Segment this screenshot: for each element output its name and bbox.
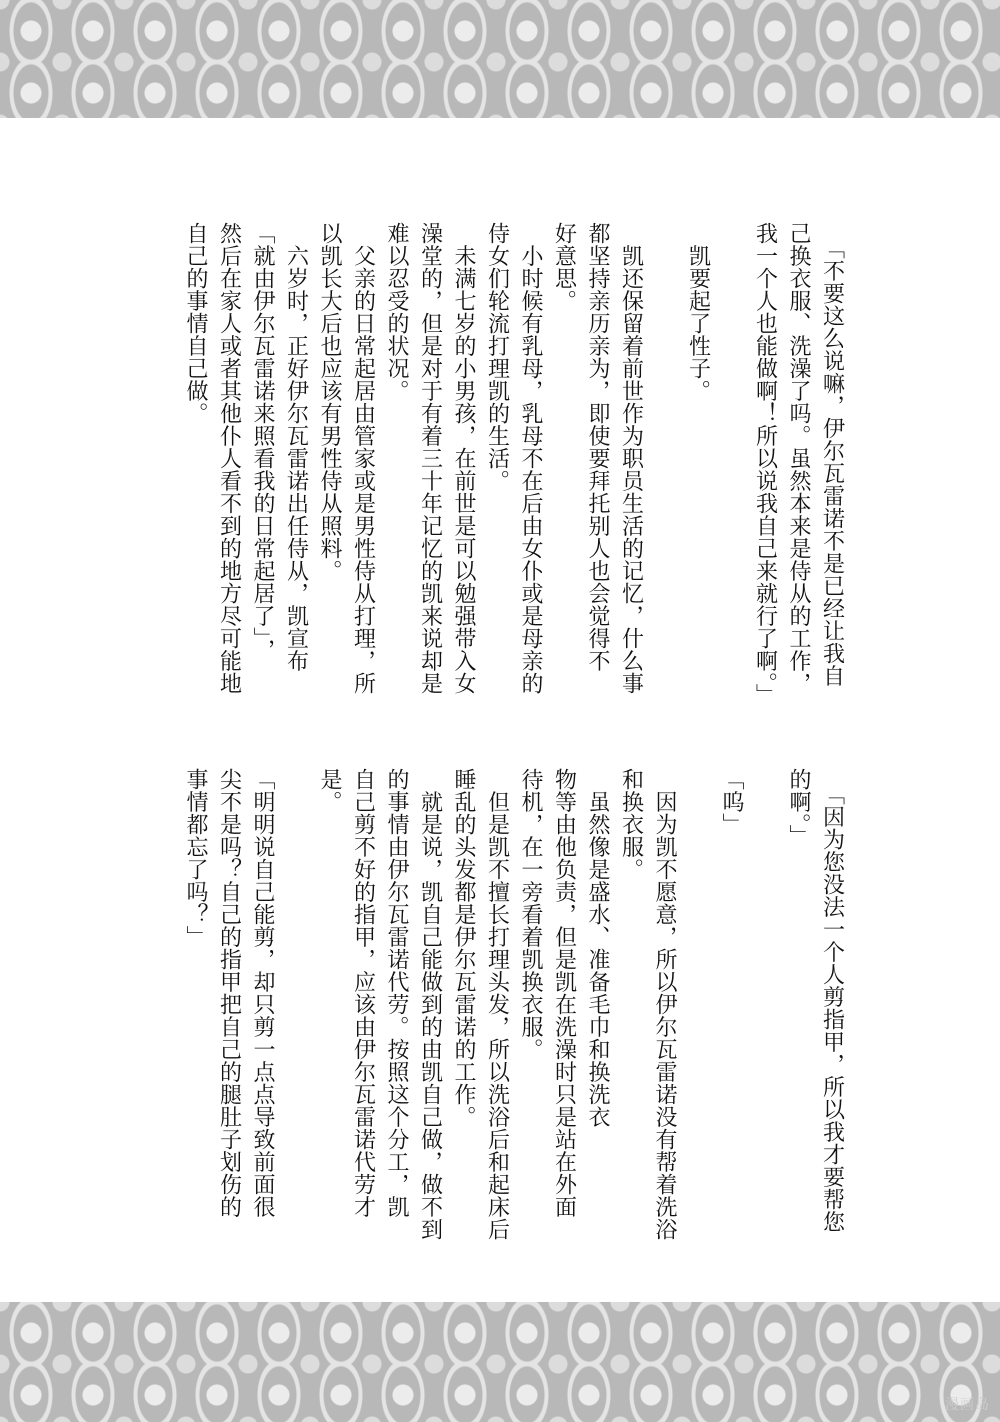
lower-text-block (179, 768, 883, 1288)
lower-paragraphs: 「因为您没法一个人剪指甲，所以我才要帮您 的啊。」 「呜」 因为凯不愿意，所以伊尔瓦雷诺没有帮着洗浴 和换衣服。 虽然像是盛水、准备毛巾和换洗衣 物等由他负责，但是凯在洗澡时只是站在外面 待机，在一旁看着凯换衣服。 但是凯不擅长打理头发，所以洗浴后和起床后 睡乱的头发都是伊尔瓦雷诺的工作。 就是说，凯自己能做到的由凯自己做，做不到 的事情由伊尔瓦雷诺代劳。按照这个分工，凯 自己剪不好的指甲，应该由伊尔瓦雷诺代劳才 是。 「明明说自己能剪，却只剪一点点导致前面很 尖不是吗？自己的指甲把自己的腿肚子划伤的 事情都忘了吗？」 (183, 768, 845, 1241)
upper-text-block (179, 222, 883, 752)
watermark-text: 漫画岛 (945, 1397, 990, 1413)
decorative-border-top (0, 0, 1000, 118)
decorative-border-bottom (0, 1302, 1000, 1422)
upper-paragraphs: 「不要这么说嘛，伊尔瓦雷诺不是已经让我自 己换衣服、洗澡了吗。虽然本来是侍从的工作， 我一个人也能做啊！所以说我自己来就行了啊。」 凯要起了性子。 凯还保留着前世作为职员生活的记忆，什么事 都坚持亲历亲为，即使要拜托别人也会觉得不 好意思。 小时候有乳母，乳母不在后由女仆或是母亲的 侍女们轮流打理凯的生活。 未满七岁的小男孩，在前世是可以勉强带入女 澡堂的，但是对于有着三十年记忆的凯来说却是 难以忍受的状况。 父亲的日常起居由管家或是男性侍从打理，所 以凯长大后也应该有男性侍从照料。 六岁时，正好伊尔瓦雷诺出任侍从，凯宣布 「就由伊尔瓦雷诺来照看我的日常起居了」， 然后在家人或者其他仆人看不到的地方尽可能地 自己的事情自己做。 (183, 222, 845, 706)
